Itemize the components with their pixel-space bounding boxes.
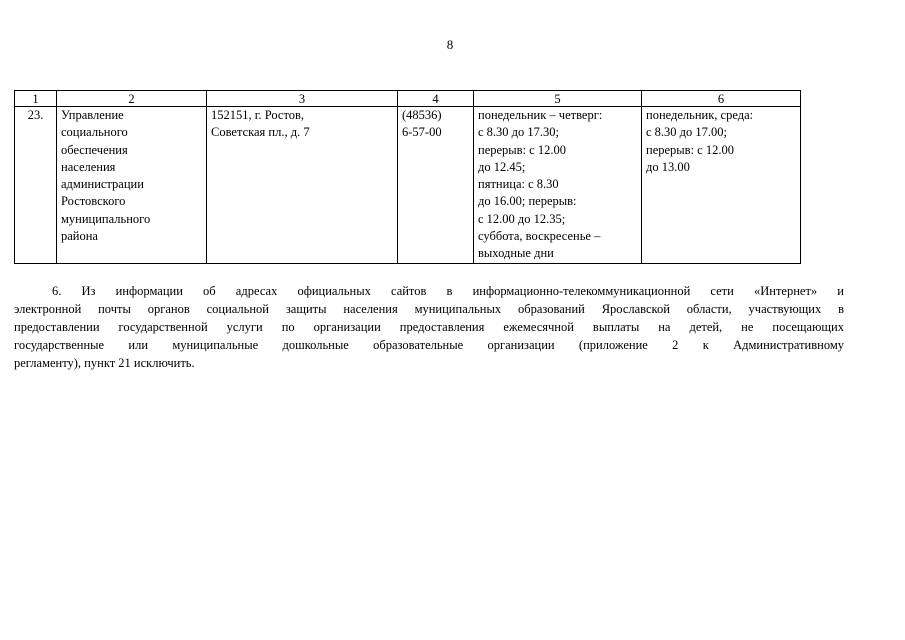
address-line: 152151, г. Ростов, xyxy=(211,108,305,122)
page-number: 8 xyxy=(446,37,454,52)
schedule-line: с 12.00 до 12.35; xyxy=(478,211,566,226)
organization-line: Ростовского xyxy=(61,194,126,209)
schedule-line: перерыв: с 12.00 xyxy=(478,142,566,157)
schedule-line: суббота, воскресенье – xyxy=(478,229,601,244)
reception-line: до 13.00 xyxy=(646,159,690,174)
organization-line: населения xyxy=(61,159,116,174)
column-header: 6 xyxy=(642,91,801,107)
column-header: 2 xyxy=(57,91,207,107)
schedule-line: с 8.30 до 17.30; xyxy=(478,125,560,140)
paragraph-line: 6. Из информации об адресах официальных сайтов в информационно-телекоммуникационной сети «Интернет» и xyxy=(52,284,844,298)
column-header: 4 xyxy=(398,91,474,107)
organization-line: социального xyxy=(61,125,128,140)
schedule-line: пятница: с 8.30 xyxy=(478,177,559,192)
paragraph-line: предоставлении государственной услуги по организации предоставления ежемесячной выплаты на детей, не посещающих xyxy=(14,320,844,334)
column-header: 1 xyxy=(15,91,57,107)
reception-line: с 8.30 до 17.00; xyxy=(646,125,728,140)
phone-cell xyxy=(398,107,474,264)
schedule-line: выходные дни xyxy=(478,246,554,261)
schedule-line: до 16.00; перерыв: xyxy=(478,194,577,209)
paragraph-line: государственные или муниципальные дошкольные образовательные организации (приложение 2 к Административному xyxy=(14,338,844,352)
schedule-cell xyxy=(474,107,642,264)
phone-line: (48536) xyxy=(402,108,442,122)
reception-line: понедельник, среда: xyxy=(646,108,754,122)
table-header-row xyxy=(15,91,801,107)
organization-line: Управление xyxy=(61,108,124,122)
organization-line: обеспечения xyxy=(61,142,128,157)
row-number: 23. xyxy=(15,107,57,264)
address-line: Советская пл., д. 7 xyxy=(211,125,310,140)
schedule-line: понедельник – четверг: xyxy=(478,108,603,122)
column-header: 5 xyxy=(474,91,642,107)
reception-cell xyxy=(642,107,801,264)
amendment-paragraph xyxy=(14,282,844,372)
paragraph-line: электронной почты органов социальной защиты населения муниципальных образований Ярославской области, участвующих в xyxy=(14,302,844,316)
organization-line: администрации xyxy=(61,177,144,192)
organization-line: муниципального xyxy=(61,211,151,226)
schedule-line: до 12.45; xyxy=(478,159,526,174)
address-cell xyxy=(207,107,398,264)
contacts-table xyxy=(14,90,801,264)
organization-line: района xyxy=(61,229,98,244)
phone-line: 6-57-00 xyxy=(402,125,442,140)
reception-line: перерыв: с 12.00 xyxy=(646,142,734,157)
organization-cell xyxy=(57,107,207,264)
table-row xyxy=(15,107,801,264)
paragraph-line: регламенту), пункт 21 исключить. xyxy=(14,356,195,370)
column-header: 3 xyxy=(207,91,398,107)
